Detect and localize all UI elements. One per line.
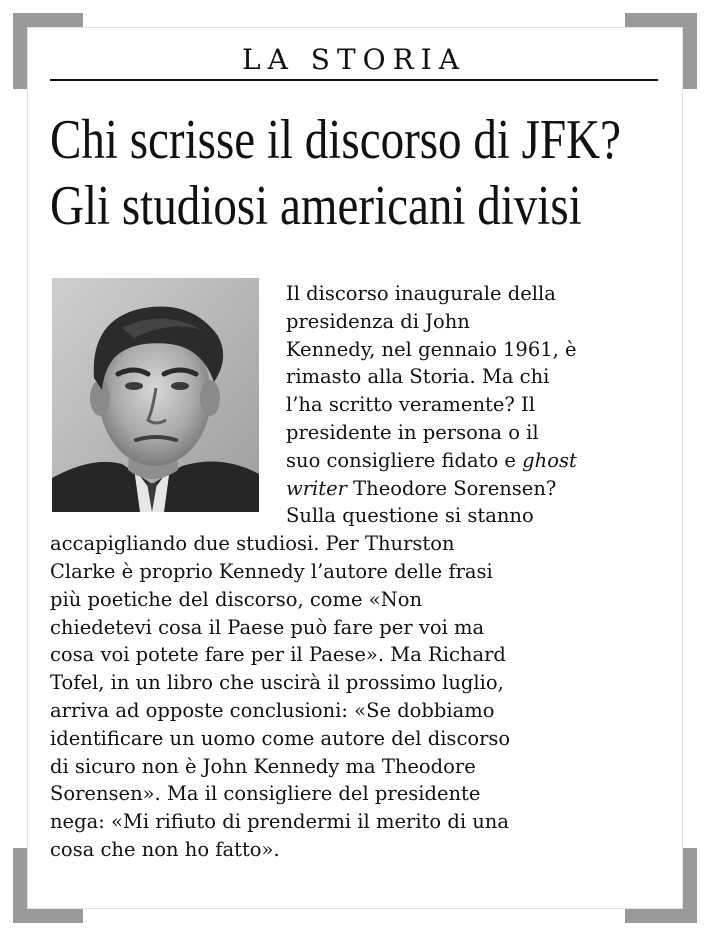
article-line-text: suo consigliere fidato e	[286, 448, 523, 472]
article-line: arriva ad opposte conclusioni: «Se dobbiamo	[50, 698, 495, 722]
article-line: più poetiche del discorso, come «Non	[50, 587, 423, 611]
crop-mark-bottom-left	[13, 848, 27, 923]
article-line: presidente in persona o il	[286, 420, 539, 444]
article-line: presidenza di John	[286, 309, 470, 333]
article-line: cosa voi potete fare per il Paese». Ma Richard	[50, 643, 506, 667]
article-line: accapigliando due studiosi. Per Thurston	[50, 532, 455, 556]
crop-mark-top-left	[13, 13, 27, 89]
article-line: Sulla questione si stanno	[286, 504, 534, 528]
article-line: Kennedy, nel gennaio 1961, è	[286, 337, 577, 361]
headline	[50, 107, 622, 239]
headline-line-1: Chi scrisse il discorso di JFK?	[50, 109, 622, 171]
article-line: Tofel, in un libro che uscirà il prossimo luglio,	[50, 671, 504, 695]
article-line: Il discorso inaugurale della	[286, 282, 556, 305]
article-line-text: Theodore Sorensen?	[346, 476, 557, 500]
article-line: l’ha scritto veramente? Il	[286, 393, 535, 417]
article-line: rimasto alla Storia. Ma chi	[286, 365, 550, 389]
crop-mark-top-right	[683, 13, 697, 89]
italic-writer: writer	[286, 476, 347, 500]
headline-line-2: Gli studiosi americani divisi	[50, 175, 582, 237]
article-line: di sicuro non è John Kennedy ma Theodore	[50, 754, 476, 778]
photo-text-wrap	[50, 280, 286, 530]
article-line: cosa che non ho fatto».	[50, 837, 280, 861]
crop-mark-bottom-right	[683, 848, 697, 923]
italic-ghost: ghost	[522, 448, 577, 472]
article-line: Clarke è proprio Kennedy l’autore delle frasi	[50, 559, 493, 583]
section-rule	[50, 79, 658, 81]
section-label: LA STORIA	[242, 43, 466, 76]
article-line: identificare un uomo come autore del discorso	[50, 726, 511, 750]
article-line: nega: «Mi rifiuto di prendermi il merito di una	[50, 810, 509, 834]
article-body	[50, 280, 654, 864]
article-line: chiedetevi cosa il Paese può fare per voi ma	[50, 615, 485, 639]
article-line: Sorensen». Ma il consigliere del presidente	[50, 782, 481, 806]
